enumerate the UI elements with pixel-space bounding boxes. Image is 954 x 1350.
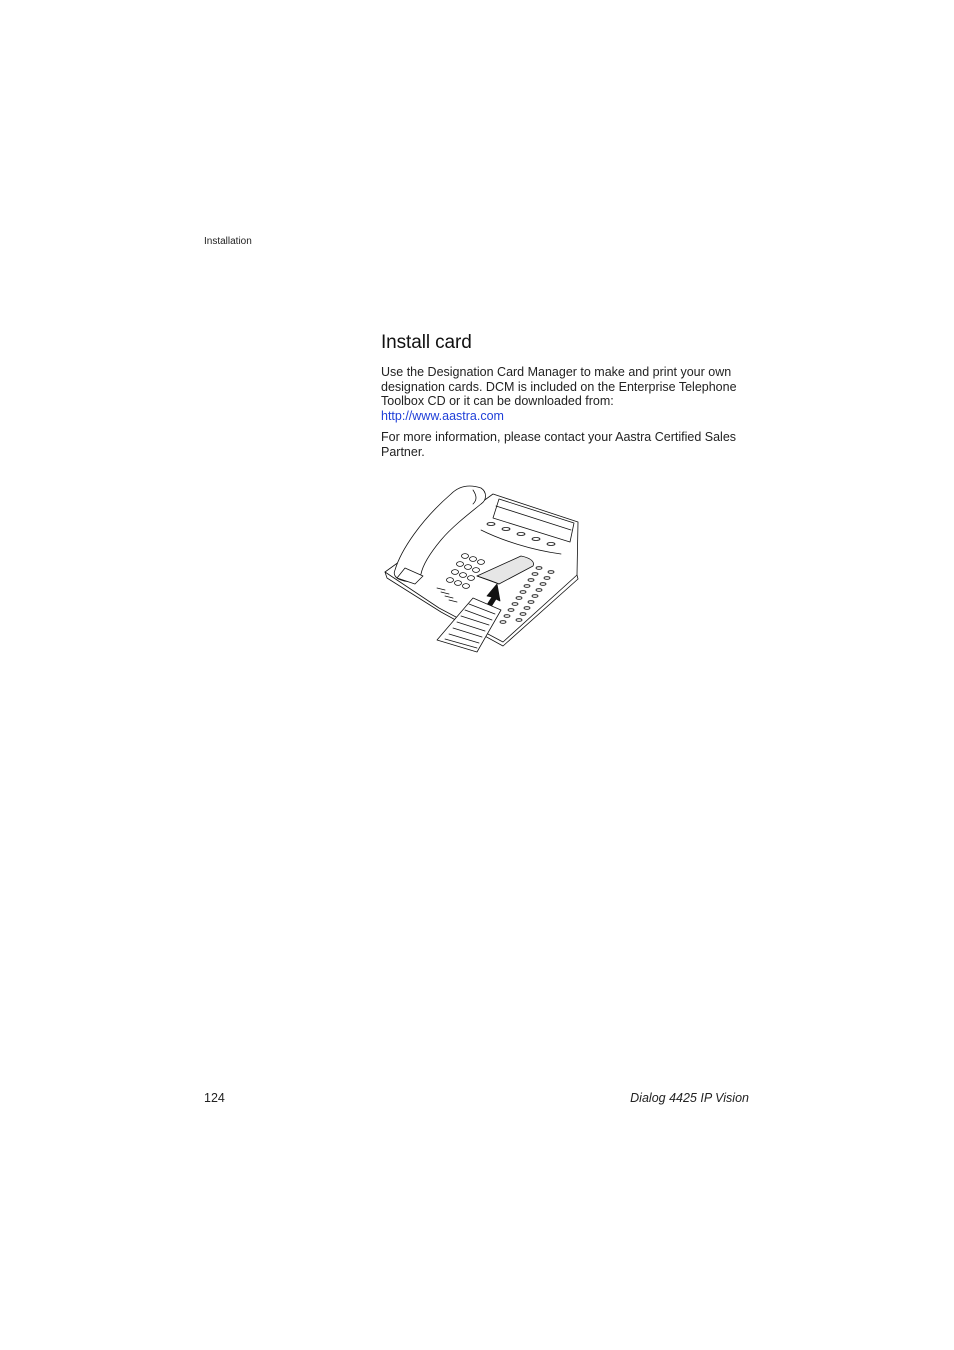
contact-paragraph: For more information, please contact your Aastra Certified Sales Partner. xyxy=(381,430,737,459)
aastra-link[interactable]: http://www.aastra.com xyxy=(381,408,504,423)
running-header: Installation xyxy=(204,236,252,247)
intro-paragraph xyxy=(381,365,751,423)
section-title: Install card xyxy=(381,332,472,353)
intro-text: Use the Designation Card Manager to make and print your own designation cards. DCM is included on the Enterprise Telephone Toolbox CD or it can be downloaded from: xyxy=(381,365,737,409)
phone-card-illustration xyxy=(381,480,581,655)
document-title: Dialog 4425 IP Vision xyxy=(630,1091,749,1105)
main-content xyxy=(381,332,751,467)
page-number: 124 xyxy=(204,1091,225,1105)
